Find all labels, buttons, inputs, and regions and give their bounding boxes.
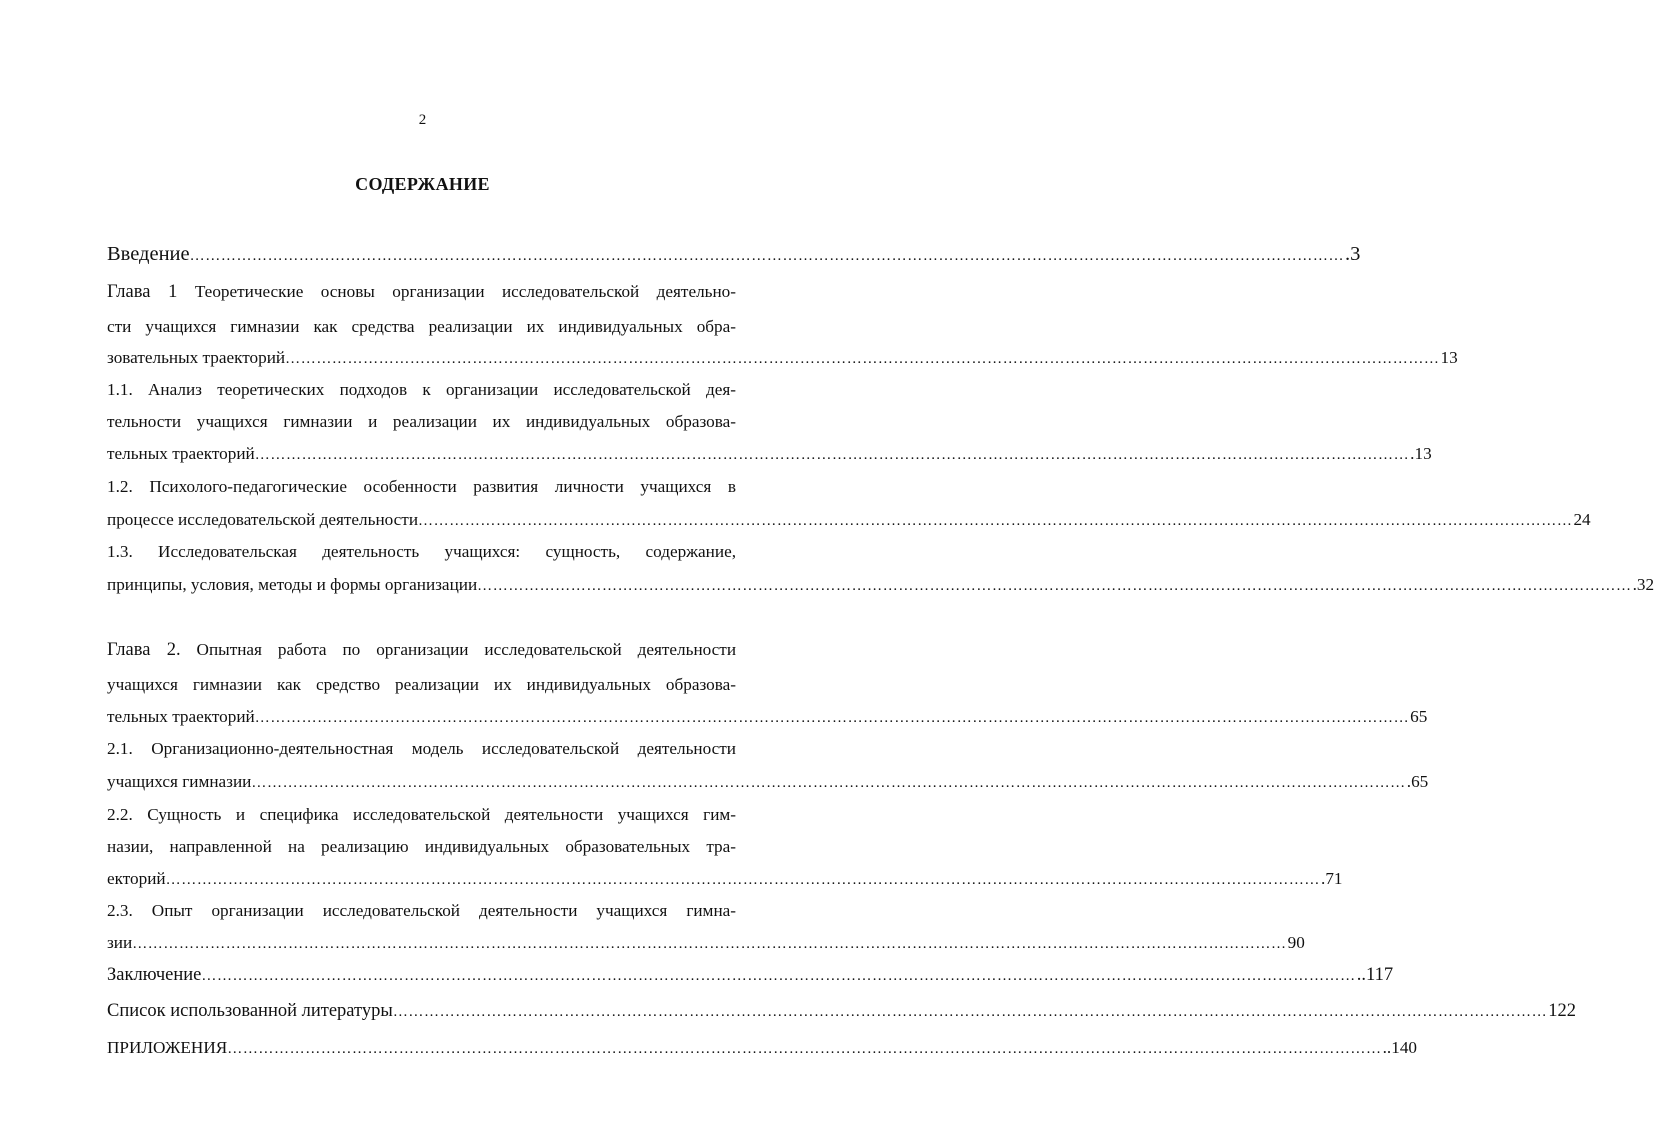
toc-line: 2.2. Сущность и специфика исследовательской деятельности учащихся гим- <box>107 805 736 824</box>
toc-page-number: .71 <box>1321 869 1343 888</box>
toc-line: 1.2. Психолого-педагогические особенности развития личности учащихся в <box>107 477 736 496</box>
toc-page-number: 65 <box>1410 707 1428 726</box>
toc-entry-text: ПРИЛОЖЕНИЯ <box>107 1038 228 1057</box>
toc-line <box>107 346 1458 371</box>
toc-line <box>107 770 1429 795</box>
toc-page-number: .3 <box>1345 243 1361 265</box>
toc-entry-text: Введение <box>107 243 190 265</box>
dot-leader: …………………………………………………………………………………………………………………………………………………………………………………………………… <box>392 1004 1548 1020</box>
dot-leader: …………………………………………………………………………………………………………………………………………………………………………………………………… <box>477 578 1632 594</box>
toc-line <box>107 573 1654 598</box>
toc-line: тельности учащихся гимназии и реализации их индивидуальных образова- <box>107 412 736 431</box>
toc-entry-text: зии <box>107 933 133 952</box>
toc-entry-text: тельных траекторий <box>107 707 255 726</box>
toc-page-number: 90 <box>1287 933 1305 952</box>
toc-line <box>107 867 1343 892</box>
toc-entry-text: екторий <box>107 869 166 888</box>
toc-line: назии, направленной на реализацию индивидуальных образовательных тра- <box>107 837 736 856</box>
toc-line: 2.1. Организационно-деятельностная модель исследовательской деятельности <box>107 739 736 758</box>
toc-line: учащихся гимназии как средство реализации их индивидуальных образова- <box>107 675 736 694</box>
page-title: СОДЕРЖАНИЕ <box>355 174 490 194</box>
toc-entry-text: тельных траекторий <box>107 444 255 463</box>
toc-page-number: ..117 <box>1356 965 1394 985</box>
toc-line <box>107 242 1361 268</box>
toc-line <box>107 705 1428 730</box>
toc-line <box>107 508 1591 533</box>
dot-leader: …………………………………………………………………………………………………………………………………………………………………………………………………… <box>132 936 1287 952</box>
toc-page-number: .32 <box>1632 575 1654 594</box>
toc-entry-text: Список использованной литературы <box>107 1001 393 1021</box>
toc-page-number: 122 <box>1548 1001 1576 1021</box>
toc-line <box>107 442 1432 467</box>
toc-line <box>107 1036 1417 1061</box>
chapter-label: Глава 1 <box>107 282 178 302</box>
toc-line: сти учащихся гимназии как средства реализации их индивидуальных обра- <box>107 317 736 336</box>
dot-leader: …………………………………………………………………………………………………………………………………………………………………………………………………… <box>201 968 1356 984</box>
dot-leader: …………………………………………………………………………………………………………………………………………………………………………………………………… <box>251 775 1406 791</box>
page-number: 2 <box>418 112 427 128</box>
toc-entry-text: процессе исследовательской деятельности <box>107 510 419 529</box>
toc-line <box>107 280 736 304</box>
toc-page-number: 24 <box>1573 510 1591 529</box>
toc-entry-text: Опытная работа по организации исследовательской деятельности <box>196 640 737 659</box>
toc-entry-text: принципы, условия, методы и формы организации <box>107 575 478 594</box>
toc-line <box>107 963 1394 988</box>
toc-line: 1.3. Исследовательская деятельность учащихся: сущность, содержание, <box>107 542 736 561</box>
dot-leader: …………………………………………………………………………………………………………………………………………………………………………………………………… <box>254 710 1410 726</box>
chapter-label: Глава 2. <box>107 640 181 660</box>
toc-page-number: 13 <box>1440 348 1458 367</box>
dot-leader: …………………………………………………………………………………………………………………………………………………………………………………………………… <box>254 447 1410 463</box>
toc-page-number: ..140 <box>1382 1038 1417 1057</box>
toc-entry-text: Заключение <box>107 965 202 985</box>
dot-leader: …………………………………………………………………………………………………………………………………………………………………………………………………… <box>165 872 1321 888</box>
toc-line: 1.1. Анализ теоретических подходов к организации исследовательской дея- <box>107 380 736 399</box>
dot-leader: …………………………………………………………………………………………………………………………………………………………………………………………………… <box>418 513 1573 529</box>
toc-line <box>107 931 1305 956</box>
toc-entry-text: учащихся гимназии <box>107 772 252 791</box>
dot-leader: …………………………………………………………………………………………………………………………………………………………………………………………………… <box>227 1041 1382 1057</box>
toc-line <box>107 999 1576 1024</box>
toc-line <box>107 638 736 662</box>
toc-entry-text: Теоретические основы организации исследовательской деятельно- <box>194 282 736 301</box>
toc-line: 2.3. Опыт организации исследовательской деятельности учащихся гимна- <box>107 901 736 920</box>
toc-entry-text: зовательных траекторий <box>107 348 286 367</box>
dot-leader: …………………………………………………………………………………………………………………………………………………………………………………………………… <box>285 351 1440 367</box>
toc-page-number: .13 <box>1410 444 1432 463</box>
dot-leader: …………………………………………………………………………………………………………………………………………………………………………………………………… <box>189 248 1345 264</box>
toc-page-number: .65 <box>1406 772 1429 791</box>
